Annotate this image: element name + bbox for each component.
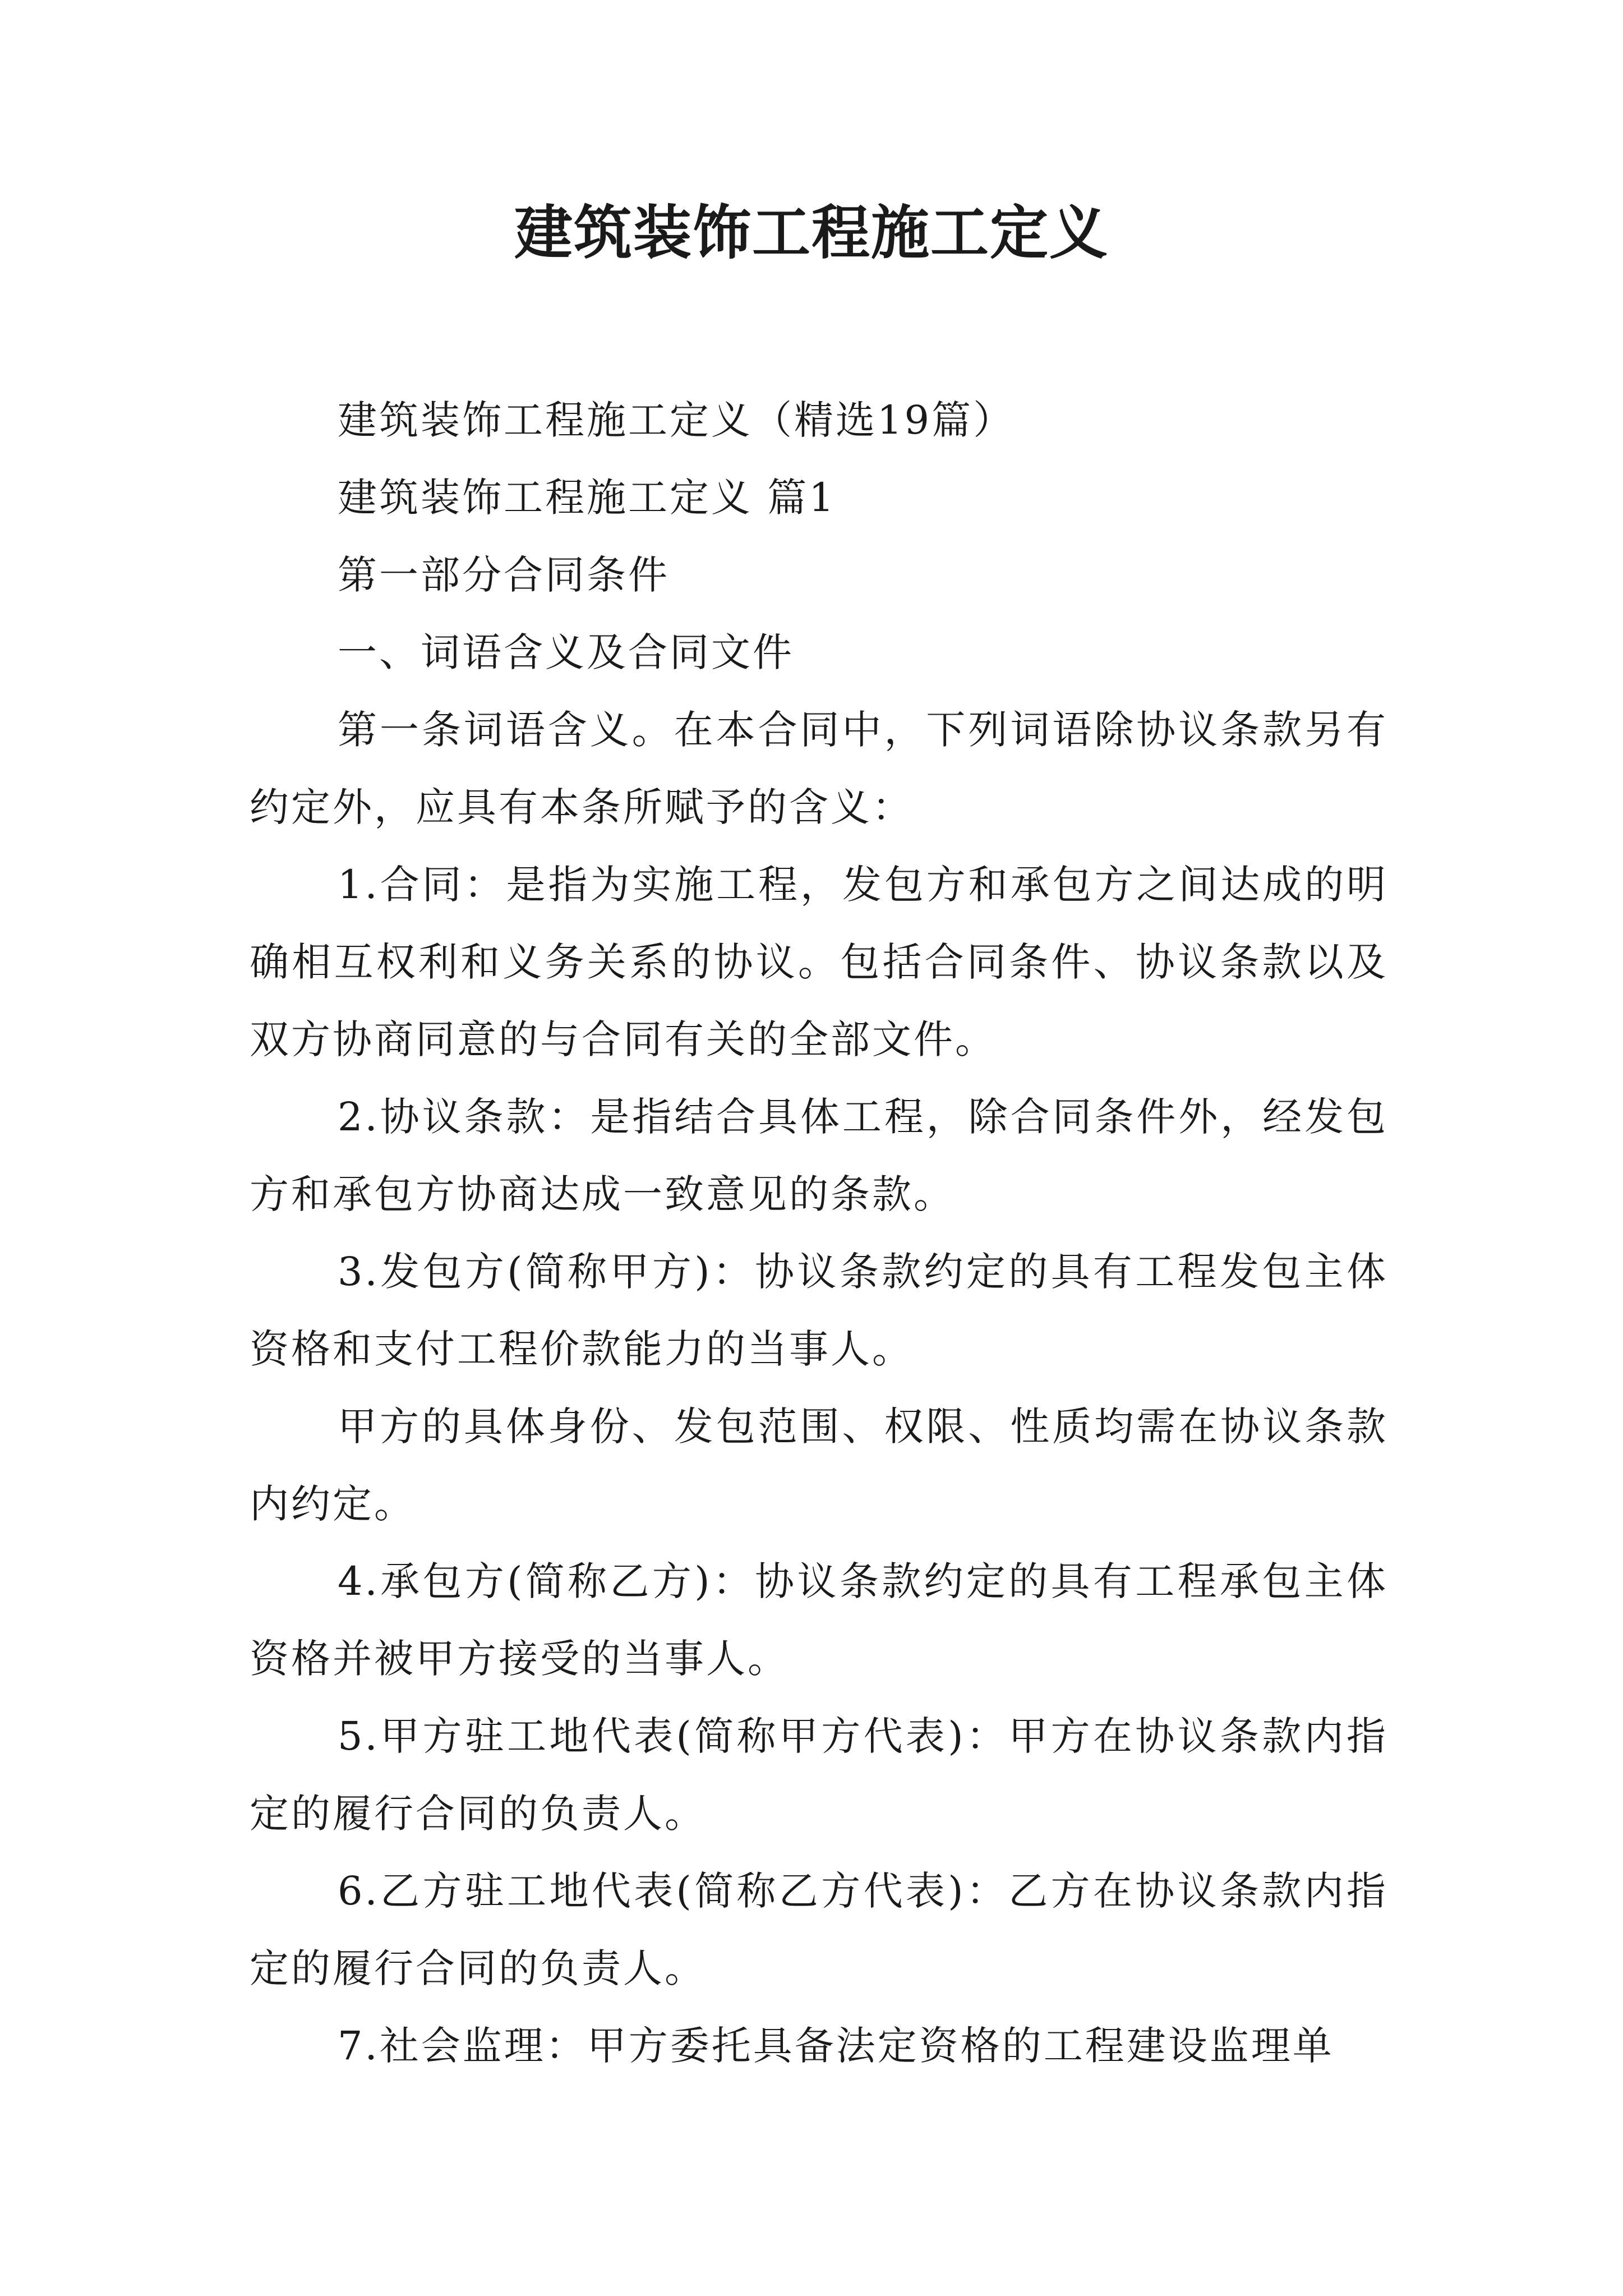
paragraph-item-6: 6.乙方驻工地代表(简称乙方代表)：乙方在协议条款内指定的履行合同的负责人。 [250,1868,1388,1991]
paragraph-item-3: 3.发包方(简称甲方)：协议条款约定的具有工程发包主体资格和支付工程价款能力的当事人。 [250,1249,1388,1372]
paragraph-item-4: 4.承包方(简称乙方)：协议条款约定的具有工程承包主体资格并被甲方接受的当事人。 [250,1558,1388,1682]
paragraph-article-1: 第一条词语含义。在本合同中，下列词语除协议条款另有约定外，应具有本条所赋予的含义： [250,707,1388,830]
document-body [250,381,1388,2085]
paragraph-item-5: 5.甲方驻工地代表(简称甲方代表)：甲方在协议条款内指定的履行合同的负责人。 [250,1713,1388,1837]
paragraph-chapter-heading: 一、词语含义及合同文件 [338,629,794,675]
paragraph-part-heading: 第一部分合同条件 [338,552,670,598]
document-title: 建筑装饰工程施工定义 [514,199,1109,267]
paragraph-item-1: 1.合同：是指为实施工程，发包方和承包方之间达成的明确相互权利和义务关系的协议。包括合同条件、协议条款以及双方协商同意的与合同有关的全部文件。 [250,862,1388,1062]
paragraph-subtitle: 建筑装饰工程施工定义（精选19篇） [338,397,1015,443]
paragraph-item-3-note: 甲方的具体身份、发包范围、权限、性质均需在协议条款内约定。 [250,1404,1388,1527]
paragraph-item-2: 2.协议条款：是指结合具体工程，除合同条件外，经发包方和承包方协商达成一致意见的条款。 [250,1094,1388,1217]
paragraph-section-heading: 建筑装饰工程施工定义 篇1 [338,475,836,521]
paragraph-item-7: 7.社会监理：甲方委托具备法定资格的工程建设监理单 [338,2023,1334,2069]
